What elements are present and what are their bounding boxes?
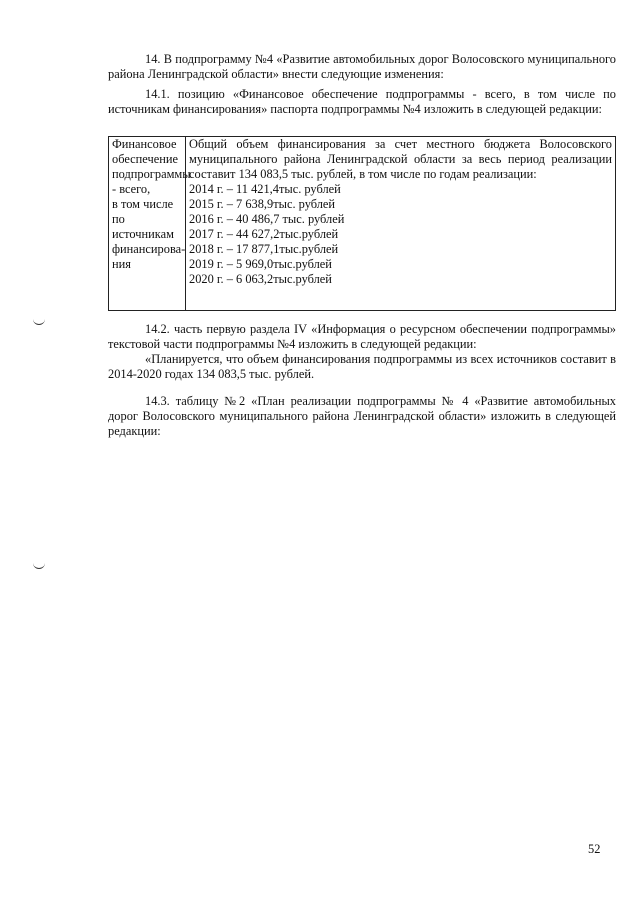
label-line: финансирова- [112, 242, 186, 256]
financing-intro: Общий объем финансирования за счет местного бюджета Волосовского муниципального района Ленинградской области за весь период реализации составит 134 083,5 тыс. рублей, в том числе по годам реализации: [189, 137, 612, 181]
financing-value-cell [186, 137, 616, 311]
label-line: источникам [112, 227, 174, 241]
section-14-2 [108, 322, 616, 382]
financing-label-cell [109, 137, 191, 311]
paragraph-quote: «Планируется, что объем финансирования подпрограммы из всех источников составит в 2014-2020 годах 134 083,5 тыс. рублей. [108, 352, 616, 381]
year-amount: 2015 г. – 7 638,9тыс. рублей [189, 197, 336, 211]
year-amount: 2016 г. – 40 486,7 тыс. рублей [189, 212, 345, 226]
year-amount: 2020 г. – 6 063,2тыс.рублей [189, 272, 332, 286]
label-line: Финансовое [112, 137, 177, 151]
paragraph-14-1: 14.1. позицию «Финансовое обеспечение подпрограммы - всего, в том числе по источникам финансирования» паспорта подпрограммы №4 изложить в следующей редакции: [108, 87, 616, 116]
label-line: - всего, [112, 182, 151, 196]
paragraph-14-2: 14.2. часть первую раздела IV «Информация о ресурсном обеспечении подпрограммы» текстовой части подпрограммы №4 изложить в следующей редакции: [108, 322, 616, 351]
table-row [109, 137, 616, 311]
punch-hole-mark [33, 318, 45, 325]
year-amount: 2019 г. – 5 969,0тыс.рублей [189, 257, 332, 271]
year-amount: 2017 г. – 44 627,2тыс.рублей [189, 227, 339, 241]
paragraph-14: 14. В подпрограмму №4 «Развитие автомобильных дорог Волосовского муниципального района Ленинградской области» внести следующие изменения: [108, 52, 616, 81]
punch-hole-mark [33, 562, 45, 569]
label-line: обеспечение [112, 152, 178, 166]
label-line: подпрограммы [112, 167, 191, 181]
label-line: в том числе по [112, 197, 174, 226]
label-line: ния [112, 257, 131, 271]
paragraph-14-3: 14.3. таблицу №2 «План реализации подпрограммы № 4 «Развитие автомобильных дорог Волосовского муниципального района Ленинградской области» изложить в следующей редакции: [108, 394, 616, 438]
year-amount: 2018 г. – 17 877,1тыс.рублей [189, 242, 339, 256]
year-amount: 2014 г. – 11 421,4тыс. рублей [189, 182, 341, 196]
financing-table [108, 136, 616, 311]
page-number: 52 [588, 842, 601, 856]
